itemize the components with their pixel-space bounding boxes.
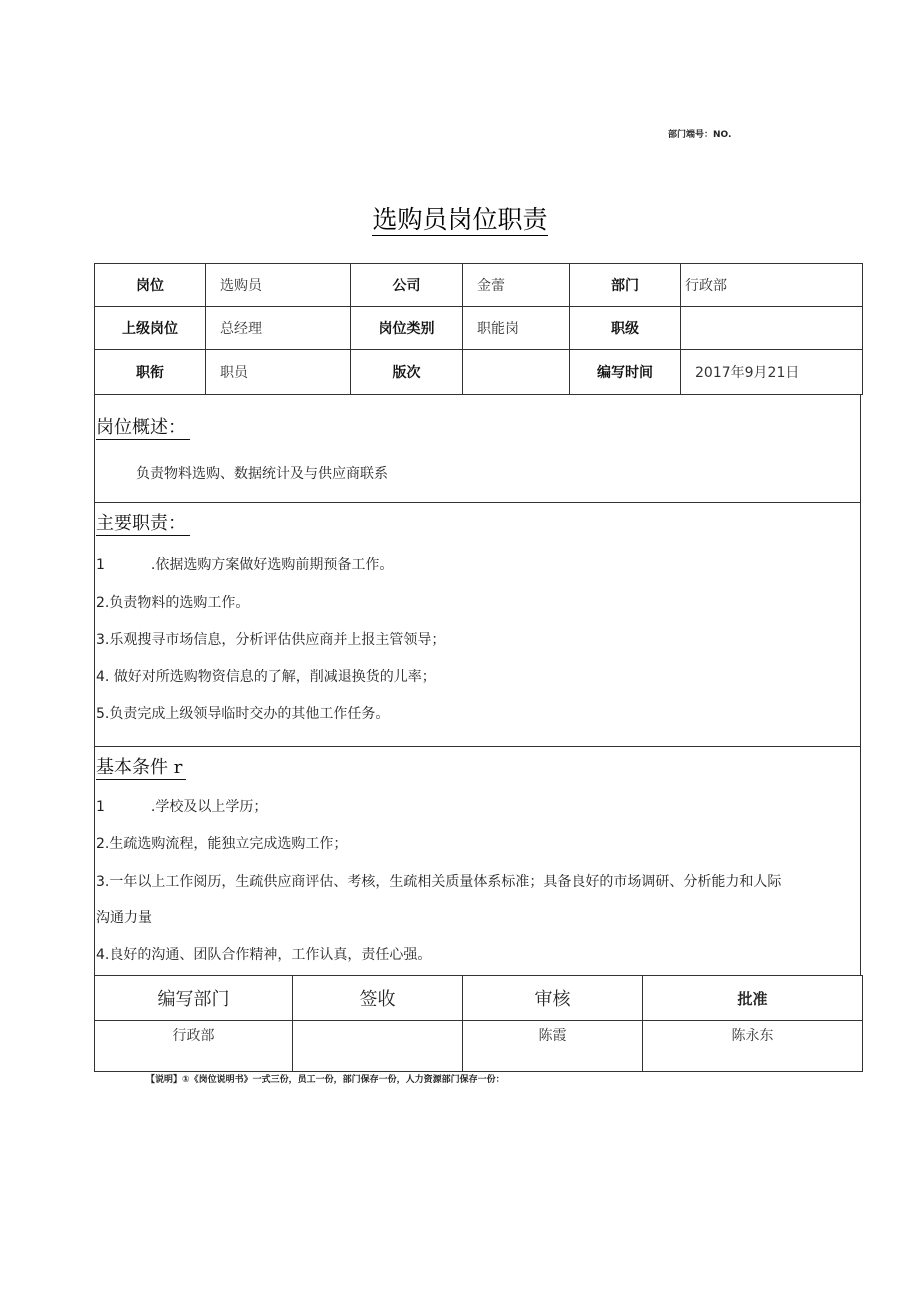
- list-item: [96, 666, 436, 686]
- requirement-text: 良好的沟通、团队合作精神，工作认真，责任心强。: [109, 947, 432, 963]
- signoff-header: 批准: [643, 976, 863, 1021]
- duties-heading: 主要职责：: [96, 513, 190, 536]
- signoff-value: [293, 1021, 463, 1072]
- table-row: [95, 976, 863, 1021]
- company-label: 公司: [351, 264, 463, 307]
- version-label: 版次: [351, 350, 463, 395]
- requirement-text: 一年以上工作阅历，生疏供应商评估、考核，生疏相关质量体系标准；具备良好的市场调研、分析能力和人际: [109, 874, 782, 890]
- requirements-section: [94, 747, 861, 976]
- duty-number: 1: [96, 557, 105, 573]
- list-item: [96, 944, 431, 964]
- category-value: 职能岗: [463, 307, 570, 350]
- signoff-table: [94, 975, 863, 1072]
- requirement-number: 4.: [96, 947, 110, 963]
- superior-label: 上级岗位: [95, 307, 206, 350]
- requirement-text: 生疏选购流程，能独立完成选购工作；: [109, 836, 348, 852]
- signoff-header: 审核: [463, 976, 643, 1021]
- list-item: [96, 871, 781, 891]
- list-item: [96, 592, 249, 612]
- list-item: [96, 833, 347, 853]
- duty-text: 负责完成上级领导临时交办的其他工作任务。: [109, 706, 390, 722]
- duty-text: 做好对所选购物资信息的了解，削减退换货的儿率；: [113, 669, 436, 685]
- dept-label: 部门: [570, 264, 681, 307]
- list-item: [96, 907, 152, 927]
- company-value: 金蕾: [463, 264, 570, 307]
- list-item: [96, 796, 267, 816]
- list-item: [96, 629, 445, 649]
- date-label: 编写时间: [570, 350, 681, 395]
- grade-label: 职级: [570, 307, 681, 350]
- position-value: 选购员: [206, 264, 351, 307]
- info-table: [94, 263, 863, 395]
- requirement-number: 1: [96, 799, 105, 815]
- overview-section: [94, 395, 861, 503]
- version-value: [463, 350, 570, 395]
- duty-number: 4.: [96, 669, 110, 685]
- page-title: 选购员岗位职责: [372, 205, 548, 234]
- duty-number: 5.: [96, 706, 110, 722]
- category-label: 岗位类别: [351, 307, 463, 350]
- grade-value: [681, 307, 863, 350]
- date-value: 2017年9月21日: [681, 350, 863, 395]
- duties-section: [94, 503, 861, 747]
- table-row: [95, 1021, 863, 1072]
- overview-heading: 岗位概述：: [96, 417, 190, 440]
- position-label: 岗位: [95, 264, 206, 307]
- superior-value: 总经理: [206, 307, 351, 350]
- title-value: 职员: [206, 350, 351, 395]
- signoff-header: 编写部门: [95, 976, 293, 1021]
- duty-text: 乐观搜寻市场信息，分析评估供应商并上报主管领导；: [109, 632, 446, 648]
- duty-text: 负责物料的选购工作。: [109, 595, 250, 611]
- requirement-number: 3.: [96, 874, 110, 890]
- signoff-value: 行政部: [95, 1021, 293, 1072]
- list-item: [96, 554, 393, 574]
- signoff-header: 签收: [293, 976, 463, 1021]
- overview-text: 负责物料选购、数据统计及与供应商联系: [136, 466, 388, 482]
- table-row: [95, 264, 863, 307]
- title-label: 职衔: [95, 350, 206, 395]
- footnote: 【说明】①《岗位说明书》一式三份，员工一份，部门保存一份，人力资源部门保存一份：: [146, 1075, 505, 1085]
- signoff-value: 陈永东: [643, 1021, 863, 1072]
- table-row: [95, 350, 863, 395]
- duty-number: 2.: [96, 595, 110, 611]
- requirement-text: .学校及以上学历；: [150, 799, 268, 815]
- table-row: [95, 307, 863, 350]
- department-number: 部门端号：NO.: [668, 130, 732, 140]
- dept-value: 行政部: [681, 264, 863, 307]
- requirement-number: 2.: [96, 836, 110, 852]
- duty-text: .依据选购方案做好选购前期预备工作。: [150, 557, 394, 573]
- list-item: [96, 703, 389, 723]
- requirements-heading: 基本条件 r: [96, 757, 186, 780]
- duty-number: 3.: [96, 632, 110, 648]
- signoff-value: 陈霞: [463, 1021, 643, 1072]
- requirement-text: 沟通力量: [96, 910, 152, 926]
